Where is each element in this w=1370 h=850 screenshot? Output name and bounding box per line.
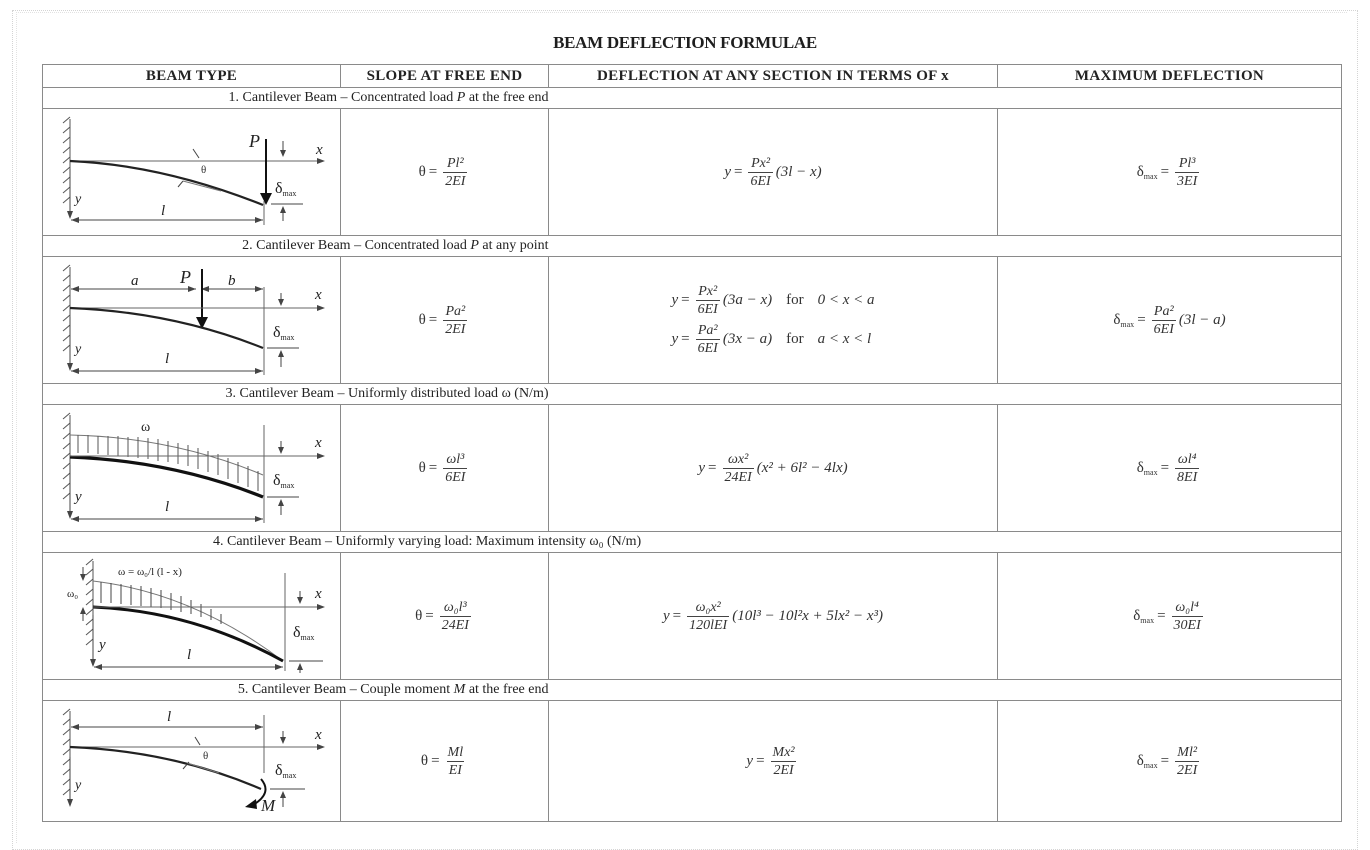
beam-diagram-cell [43, 257, 341, 384]
cantilever-point-load-diagram [43, 109, 339, 230]
column-header-max-deflection: MAXIMUM DEFLECTION [998, 65, 1342, 88]
table-row [43, 553, 1342, 680]
section-heading: 3. Cantilever Beam – Uniformly distributed load ω (N/m) [43, 384, 549, 405]
beam-diagram-cell [43, 405, 341, 532]
deflection-case-2: y = $\frac{\text{Pa²}}{6EI}$ (3x − a) for a < x < l [671, 323, 872, 356]
beam-diagram-cell [43, 553, 341, 680]
deflection-formula-cell: y = $\frac{\text{ωx²}}{24EI}$ (x² + 6l² − 4lx) [549, 405, 998, 532]
svg-text:x: x [315, 287, 322, 303]
load-equation-label: ω = ω₀/l (l - x) [118, 566, 182, 578]
svg-text:l: l [167, 709, 172, 725]
section-heading-row [43, 532, 1342, 553]
angle-label: θ [201, 164, 207, 176]
svg-text:l: l [165, 351, 170, 367]
deflection-label: δmax [275, 180, 297, 198]
deflection-label: δmax [293, 624, 315, 642]
beam-deflection-table [42, 64, 1342, 822]
svg-text:y: y [75, 778, 82, 793]
section-heading-row [43, 680, 1342, 701]
table-row [43, 405, 1342, 532]
slope-formula-cell: θ = $\frac{\text{ω₀l³}}{24EI}$ [341, 553, 549, 680]
svg-text:x: x [315, 727, 322, 743]
svg-text:b: b [228, 273, 236, 289]
load-label: ω [141, 420, 151, 435]
cantilever-udl-diagram [43, 405, 339, 526]
max-deflection-formula-cell: $\delta_{max}$ = $\frac{\text{Pl³}}{3EI}$ [998, 109, 1342, 236]
column-header-beam-type: BEAM TYPE [43, 65, 341, 88]
max-deflection-formula-cell: $\delta_{max}$ = $\frac{\text{Pa²}}{6EI}$ (3l − a) [998, 257, 1342, 384]
deflection-formula-cell [549, 257, 998, 384]
svg-text:l: l [187, 647, 192, 663]
slope-formula-cell: θ = $\frac{\text{ωl³}}{6EI}$ [341, 405, 549, 532]
deflection-case-1: y = $\frac{\text{Px²}}{6EI}$ (3a − x) for 0 < x < a [671, 284, 875, 317]
svg-text:x: x [316, 142, 323, 158]
svg-text:P: P [180, 267, 191, 287]
slope-formula-cell: θ = $\frac{Ml}{EI}$ [341, 701, 549, 822]
svg-text:θ: θ [203, 750, 209, 762]
svg-text:y: y [75, 342, 82, 357]
cantilever-couple-moment-diagram [43, 701, 339, 816]
table-row [43, 701, 1342, 822]
deflection-formula-cell: y = $\frac{\text{Px²}}{6EI}$ (3l − x) [549, 109, 998, 236]
deflection-formula-cell: y = $\frac{\text{Mx²}}{2EI}$ [549, 701, 998, 822]
slope-formula-cell: θ = $\frac{\text{Pl²}}{2EI}$ [341, 109, 549, 236]
deflection-label: δmax [273, 324, 295, 342]
column-header-slope: SLOPE AT FREE END [341, 65, 549, 88]
svg-text:l: l [165, 499, 170, 515]
cantilever-uvl-diagram [43, 553, 339, 674]
beam-diagram-cell [43, 701, 341, 822]
section-heading-row [43, 384, 1342, 405]
section-heading-row [43, 88, 1342, 109]
table-row [43, 109, 1342, 236]
svg-text:l: l [161, 203, 166, 219]
max-intensity-label: ω₀ [67, 588, 79, 600]
load-label: P [249, 131, 260, 151]
svg-text:a: a [131, 273, 139, 289]
cantilever-load-any-point-diagram [43, 257, 339, 378]
svg-text:x: x [315, 435, 322, 451]
moment-label: M [261, 796, 276, 815]
svg-text:y: y [99, 637, 106, 653]
section-heading: 1. Cantilever Beam – Concentrated load P at the free end [43, 88, 549, 109]
svg-text:x: x [315, 586, 322, 602]
document-title: BEAM DEFLECTION FORMULAE [553, 33, 817, 52]
deflection-label: δmax [273, 472, 295, 490]
beam-diagram-cell [43, 109, 341, 236]
column-header-deflection: DEFLECTION AT ANY SECTION IN TERMS OF x [549, 65, 998, 88]
slope-formula-cell: θ = $\frac{\text{Pa²}}{2EI}$ [341, 257, 549, 384]
svg-text:y: y [75, 192, 82, 207]
section-heading: 2. Cantilever Beam – Concentrated load P at any point [43, 236, 549, 257]
deflection-label: δmax [275, 762, 297, 780]
max-deflection-formula-cell: $\delta_{max}$ = $\frac{\text{ωl⁴}}{8EI}$ [998, 405, 1342, 532]
deflection-formula-cell: y = $\frac{\text{ω₀x²}}{\text{120lEI}}$ (10l³ − 10l²x + 5lx² − x³) [549, 553, 998, 680]
svg-text:y: y [75, 489, 82, 505]
max-deflection-formula-cell: $\delta_{max}$ = $\frac{\text{ω₀l⁴}}{30EI}$ [998, 553, 1342, 680]
section-heading-row [43, 236, 1342, 257]
section-heading: 4. Cantilever Beam – Uniformly varying load: Maximum intensity ω₀ (N/m) [43, 532, 998, 553]
section-heading: 5. Cantilever Beam – Couple moment M at the free end [43, 680, 549, 701]
table-header-row [43, 65, 1342, 88]
max-deflection-formula-cell: $\delta_{max}$ = $\frac{\text{Ml²}}{2EI}$ [998, 701, 1342, 822]
table-row [43, 257, 1342, 384]
